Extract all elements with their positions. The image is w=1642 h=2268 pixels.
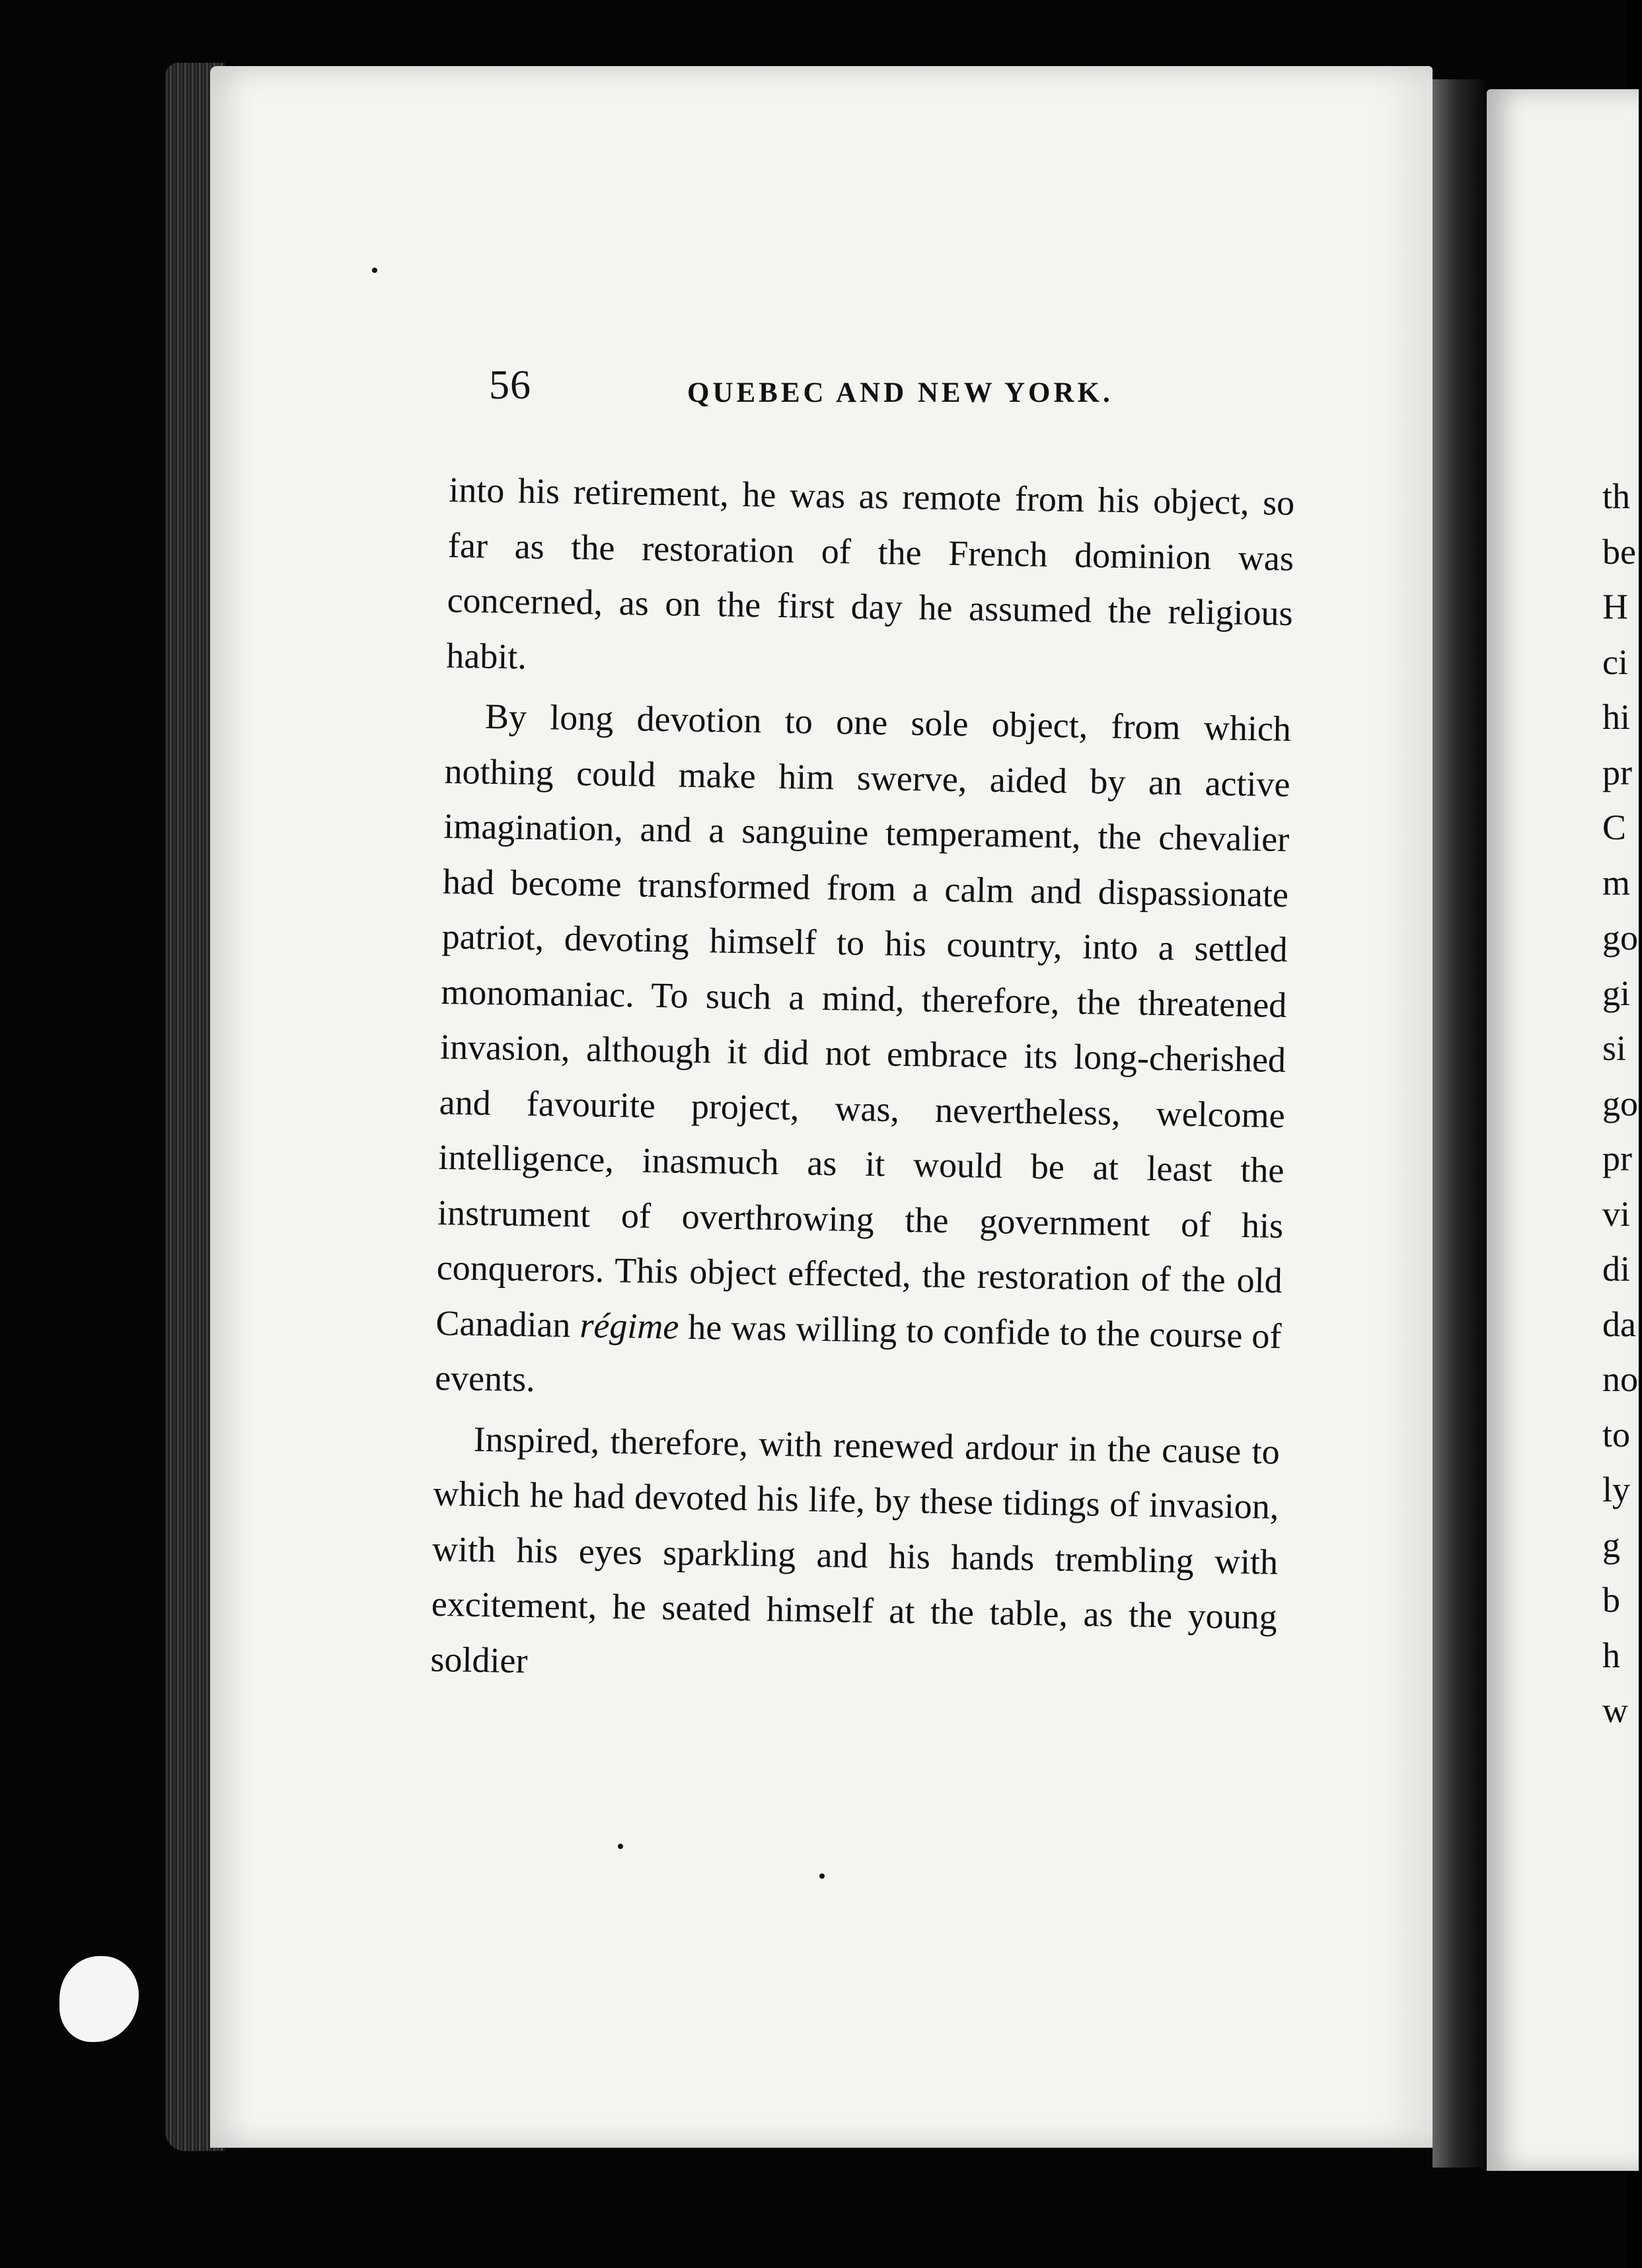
ink-speck <box>372 268 377 273</box>
facing-line: vi <box>1602 1193 1631 1234</box>
ink-speck <box>819 1873 825 1879</box>
facing-line: pr <box>1602 752 1632 792</box>
running-title: QUEBEC AND NEW YORK. <box>687 377 1113 408</box>
paragraph-3: Inspired, therefore, with renewed ardour in the cause to which he had devoted his life, by these tidings of invasion, with his eyes sparkling and his hands trembling with excitement, he seated himself at the table, as the young soldier <box>430 1419 1281 1681</box>
facing-line: m <box>1602 862 1631 903</box>
italic-word: régime <box>579 1304 679 1347</box>
facing-line: to <box>1602 1414 1631 1455</box>
facing-line: g <box>1602 1525 1620 1565</box>
facing-line: th <box>1602 476 1631 516</box>
paragraph-2-text: By long devotion to one sole object, from which nothing could make him swerve, aided by an active imagination, and a sanguine temperament, the chevalier had become transformed from a calm and dispassionate patriot, devoting himself to his country, into a settled monomaniac. To such a mind, therefore, the threatened invasion, although it did not embrace its long-cherished and favourite project, was, nevertheless, welcome intelligence, inasmuch as it would be at least the instrument of overthrowing the government of his conquerors. This object effected, the restoration of the old Canadian <box>435 696 1292 1345</box>
facing-line: ly <box>1602 1470 1631 1509</box>
paragraph-2 <box>435 689 1292 1419</box>
page-number: 56 <box>489 363 531 408</box>
facing-line: b <box>1602 1580 1620 1620</box>
facing-line: H <box>1602 587 1628 626</box>
facing-line: h <box>1602 1635 1620 1675</box>
facing-line: w <box>1602 1690 1628 1730</box>
running-head <box>489 362 1150 422</box>
paragraph-2-text-end: he was willing to confide to the course of events. <box>434 1306 1282 1400</box>
facing-line: go <box>1602 1083 1638 1123</box>
facing-line: hi <box>1602 697 1631 737</box>
paper-blot <box>59 1956 139 2042</box>
paragraph-1: into his retirement, he was as remote from his object, so far as the restoration of the French dominion was concerned, as on the first day he assumed the religious habit. <box>445 469 1295 677</box>
facing-line: no <box>1602 1359 1638 1399</box>
facing-line: si <box>1602 1028 1627 1068</box>
facing-line: da <box>1602 1304 1636 1344</box>
facing-line: pr <box>1602 1139 1632 1178</box>
facing-line: go <box>1602 918 1638 958</box>
facing-line: gi <box>1602 973 1631 1013</box>
body-text <box>430 463 1295 1700</box>
book-gutter-shadow <box>1433 79 1489 2168</box>
facing-line: be <box>1602 531 1636 572</box>
facing-page-text <box>1602 469 1642 1739</box>
facing-line: C <box>1602 808 1627 847</box>
facing-line: ci <box>1602 642 1628 682</box>
facing-line: di <box>1602 1249 1631 1289</box>
ink-speck <box>618 1844 623 1849</box>
